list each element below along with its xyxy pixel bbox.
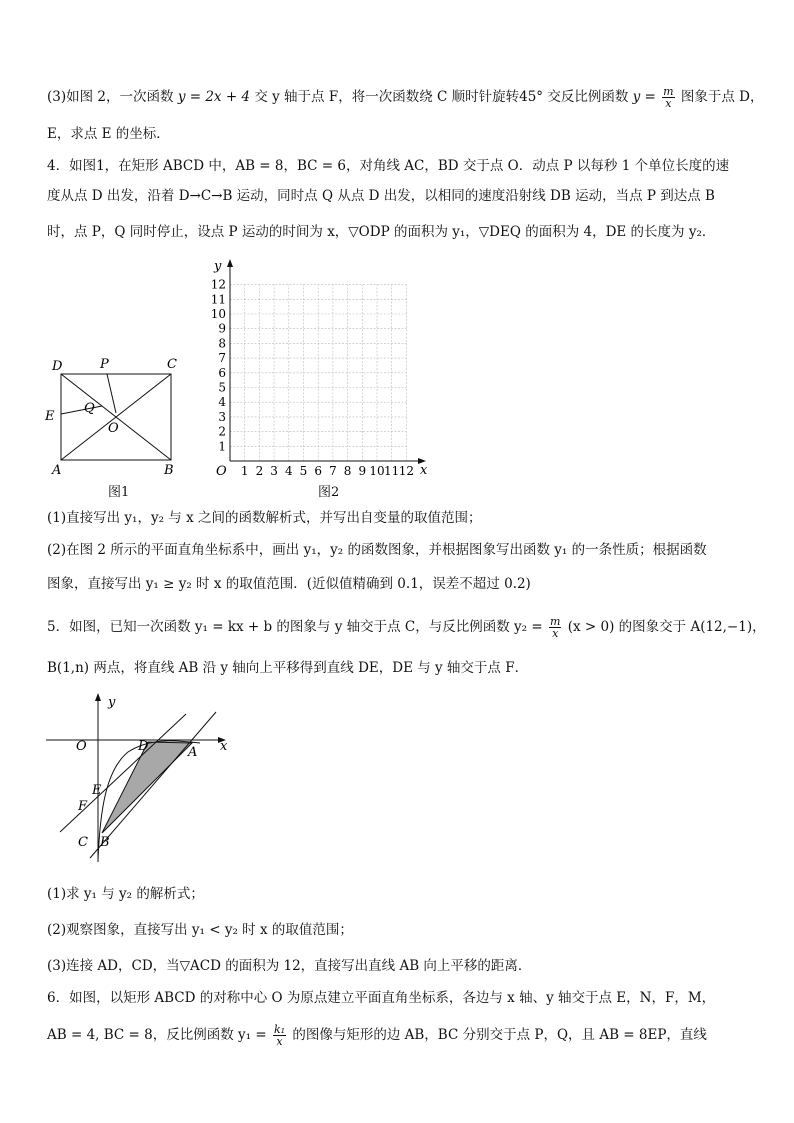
q5-line1-b: (x > 0) 的图象交于 A(12,−1)， <box>567 619 766 635</box>
q6-frac-num: k₁ <box>273 1023 286 1036</box>
q6-line2-a: AB = 4, BC = 8，反比例函数 y₁ = <box>47 1027 267 1043</box>
segment-po <box>107 374 116 413</box>
q5-label-e: E <box>92 783 102 798</box>
y-tick-label: 11 <box>210 292 226 307</box>
q6-fraction <box>273 1024 286 1047</box>
q4-sub2-line2: 图象，直接写出 y₁ ≥ y₂ 时 x 的取值范围．(近似值精确到 0.1，误差不超过 0.2) <box>47 576 531 592</box>
q5-label-o: O <box>76 739 87 754</box>
q5-label-f: F <box>78 799 88 814</box>
x-tick-label: 11 <box>384 464 400 478</box>
q3-func-lhs: y = <box>632 89 656 105</box>
x-tick-label: 5 <box>299 464 308 478</box>
y-tick-label: 5 <box>218 380 226 395</box>
q3-frac-num: m <box>663 85 674 98</box>
q5-label-d: D <box>138 739 149 754</box>
grid-y-label: y <box>214 259 222 274</box>
q5-line2: B(1,n) 两点，将直线 AB 沿 y 轴向上平移得到直线 DE，DE 与 y 轴交于点 F． <box>47 660 529 676</box>
q5-label-c: C <box>78 835 88 850</box>
label-p: P <box>100 357 109 372</box>
q6-line1: 6．如图，以矩形 ABCD 的对称中心 O 为原点建立平面直角坐标系，各边与 x 轴、y 轴交于点 E，N，F，M， <box>47 990 716 1006</box>
q5-frac-num: m <box>550 615 561 628</box>
q4-sub2-line1: (2)在图 2 所示的平面直角坐标系中，画出 y₁，y₂ 的函数图象，并根据图象写出函数 y₁ 的一条性质；根据函数 <box>47 542 707 558</box>
q5-y-arrow-icon <box>95 693 101 701</box>
q4-line3: 时，点 P，Q 同时停止，设点 P 运动的时间为 x，▽ODP 的面积为 y₁，▽DEQ 的面积为 4，DE 的长度为 y₂． <box>47 224 716 240</box>
q6-line2-b: 的图像与矩形的边 AB，BC 分别交于点 P，Q，且 AB = 8EP，直线 <box>292 1027 707 1043</box>
label-q: Q <box>84 401 95 416</box>
y-tick-label: 4 <box>218 395 226 410</box>
line-de <box>60 714 186 832</box>
x-tick-label: 10 <box>369 464 385 478</box>
y-tick-label: 7 <box>218 351 226 366</box>
q5-frac-den: x <box>552 627 559 640</box>
y-tick-label: 1 <box>218 439 226 454</box>
q5-line1-a: 5．如图，已知一次函数 y₁ = kx + b 的图象与 y 轴交于点 C，与反比例函数 y₂ = <box>47 619 543 635</box>
y-axis-arrow-icon <box>227 259 233 267</box>
q3-text-suffix: 图象于点 D， <box>680 89 764 105</box>
x-tick-label: 3 <box>270 464 278 478</box>
label-o: O <box>108 421 119 436</box>
q4-figure2-caption: 图2 <box>318 485 340 500</box>
x-tick-label: 1 <box>240 464 249 478</box>
q3-fraction <box>662 86 674 109</box>
q3-frac-den: x <box>665 97 672 110</box>
q5-line1 <box>47 616 766 639</box>
q5-sub1: (1)求 y₁ 与 y₂ 的解析式； <box>47 886 204 902</box>
q3-equation: y = 2x + 4 <box>177 89 251 105</box>
q5-label-b: B <box>100 835 110 850</box>
label-d: D <box>52 359 63 374</box>
q4-figure2-grid <box>200 256 440 481</box>
y-tick-label: 8 <box>218 336 226 351</box>
q3-part3-line2: E，求点 E 的坐标． <box>47 126 170 142</box>
q5-sub3: (3)连接 AD，CD，当▽ACD 的面积为 12，直接写出直线 AB 向上平移的距离． <box>47 958 532 974</box>
y-tick-label: 10 <box>210 307 226 321</box>
q3-part3-line1 <box>47 86 764 109</box>
x-tick-label: 6 <box>314 464 323 478</box>
q3-text-mid: 交 y 轴于点 F，将一次函数绕 C 顺时针旋转45° 交反比例函数 <box>254 89 629 105</box>
label-b: B <box>164 463 174 478</box>
q6-frac-den: x <box>276 1035 283 1048</box>
q5-figure <box>40 690 240 870</box>
q5-label-y: y <box>108 695 116 710</box>
q5-label-a: A <box>188 745 198 760</box>
y-tick-label: 12 <box>210 277 226 292</box>
q5-fraction <box>549 616 561 639</box>
q4-figure1-rectangle <box>40 350 190 480</box>
y-tick-label: 3 <box>218 409 226 424</box>
label-e: E <box>45 409 55 424</box>
q4-line2: 度从点 D 出发，沿着 D→C→B 运动，同时点 Q 从点 D 出发，以相同的速度沿射线 DB 运动，当点 P 到达点 B <box>47 188 715 204</box>
y-tick-label: 2 <box>218 424 226 439</box>
y-tick-label: 6 <box>218 365 226 380</box>
x-tick-label: 2 <box>255 464 264 478</box>
q3-text-prefix: (3)如图 2，一次函数 <box>47 89 174 105</box>
q5-sub2: (2)观察图象，直接写出 y₁ < y₂ 时 x 的取值范围； <box>47 922 353 938</box>
x-tick-label: 8 <box>343 464 352 478</box>
x-tick-label: 9 <box>358 464 367 478</box>
x-tick-label: 12 <box>398 464 415 478</box>
q5-label-x: x <box>220 739 228 754</box>
q6-line2 <box>47 1024 707 1047</box>
segment-eq <box>61 406 102 414</box>
label-c: C <box>167 357 177 372</box>
y-tick-label: 9 <box>218 321 226 336</box>
q4-figure1-caption: 图1 <box>108 485 130 500</box>
x-tick-label: 4 <box>284 464 293 478</box>
q4-sub1: (1)直接写出 y₁，y₂ 与 x 之间的函数解析式，并写出自变量的取值范围； <box>47 510 482 526</box>
x-tick-label: 7 <box>329 464 337 478</box>
q4-line1: 4．如图1，在矩形 ABCD 中，AB = 8，BC = 6，对角线 AC，BD 交于点 O．动点 P 以每秒 1 个单位长度的速 <box>47 158 730 174</box>
label-a: A <box>52 463 62 478</box>
grid-origin-label: O <box>216 464 227 479</box>
grid-x-label: x <box>420 463 428 478</box>
